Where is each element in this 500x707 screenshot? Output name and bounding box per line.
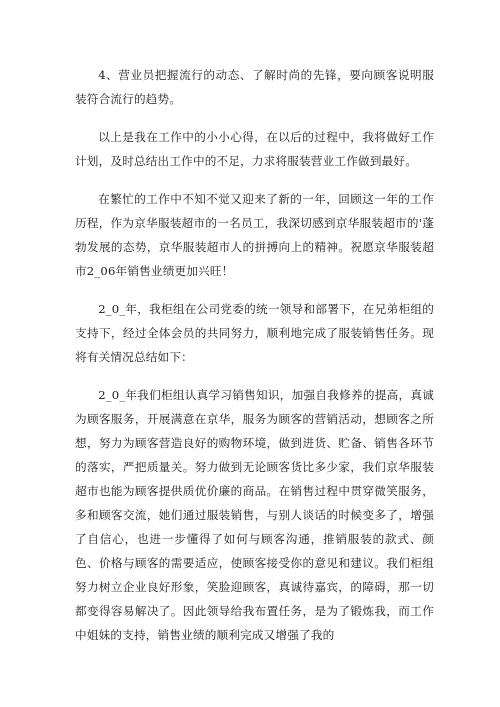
paragraph-sales-task: 2_0_年，我柜组在公司党委的统一领导和部署下，在兄弟柜组的支持下，经过全体会员的共同努力，顺利地完成了服装销售任务。现将有关情况总结如下： bbox=[75, 302, 434, 364]
paragraph-year-review: 在繁忙的工作中不知不觉又迎来了新的一年，回顾这一年的工作历程，作为京华服装超市的一名员工，我深切感到京华服装超市的'蓬勃发展的态势，京华服装超市人的拼搏向上的精神。祝愿京华服装超市2_06年销售业绩更加兴旺！ bbox=[75, 192, 434, 278]
paragraph-trend-tip: 4、营业员把握流行的动态、了解时尚的先锋，要向顾客说明服装符合流行的趋势。 bbox=[75, 68, 434, 106]
paragraph-sales-details: 2_0_年我们柜组认真学习销售知识，加强自我修养的提高，真诚为顾客服务，开展满意在京华，服务为顾客的营销活动，想顾客之所想，努力为顾客营造良好的购物环境，做到进货、贮备、销售各环节的落实，严把质量关。努力做到无论顾客货比多少家，我们京华服装超市也能为顾客提供质优价廉的商品。在销售过程中贯穿微笑服务，多和顾客交流，她们通过服装销售，与别人谈话的时候变多了，增强了自信心，也进一步懂得了如何与顾客沟通，推销服装的款式、颜色、价格与顾客的需要适应，使顾客接受你的意见和建议。我们柜组努力树立企业良好形象，笑脸迎顾客，真诚待嘉宾，的障碍，那一切都变得容易解决了。因此领导给我布置任务，是为了锻炼我，而工作中姐妹的支持，销售业绩的顺利完成又增强了我的 bbox=[75, 388, 434, 642]
paragraph-work-summary: 以上是我在工作中的小小心得，在以后的过程中，我将做好工作计划，及时总结出工作中的不足，力求将服装营业工作做到最好。 bbox=[75, 130, 434, 168]
